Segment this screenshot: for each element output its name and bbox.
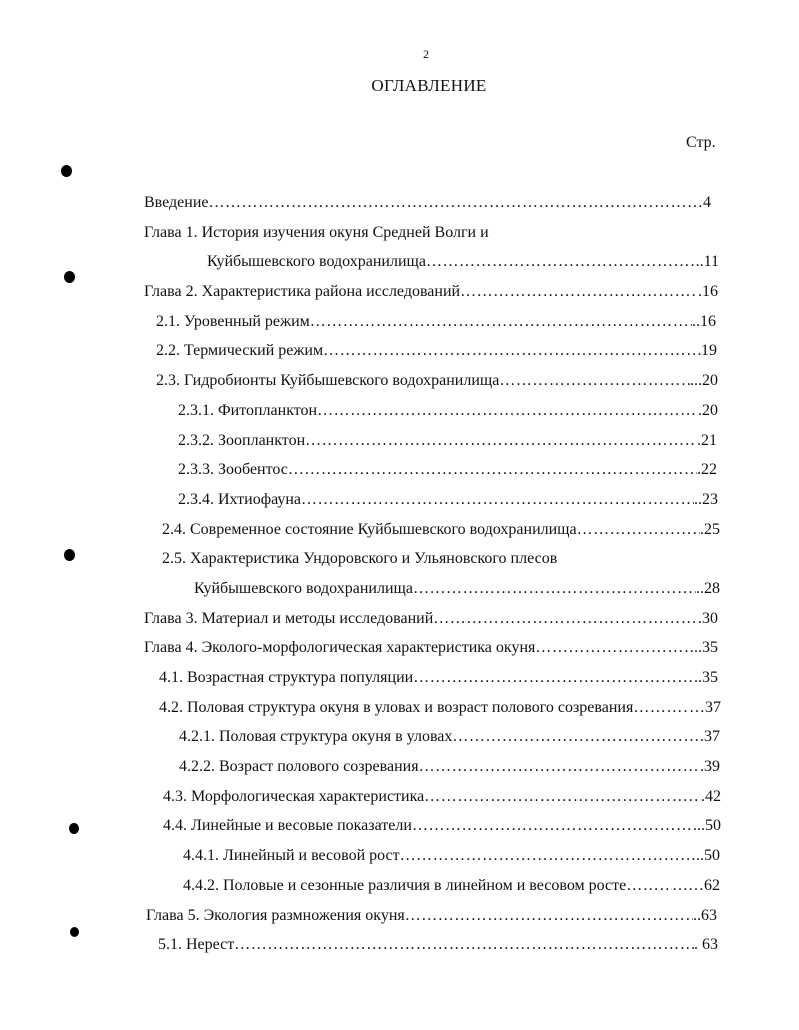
toc-entry-text: Глава 1. История изучения окуня Средней Волги и [144, 223, 489, 241]
toc-leader [419, 752, 700, 782]
toc-entry-text: 4.2.2. Возраст полового созревания [179, 758, 419, 776]
toc-leader [400, 841, 696, 871]
toc-entry-page: ..35 [694, 669, 718, 686]
toc-entry-page: ..35 [694, 639, 718, 657]
toc-entry [0, 544, 799, 574]
toc-entry [0, 247, 719, 277]
toc-entry [0, 722, 720, 752]
toc-entry-text: Куйбышевского водохранилища [207, 253, 426, 271]
toc-entry-text: Куйбышевского водохранилища [194, 579, 413, 597]
toc-entry-text: 4.2.1. Половая структура окуня в уловах [179, 728, 453, 746]
toc-entry-text: 4.2. Половая структура окуня в уловах и возраст полового созревания [159, 698, 634, 716]
toc-entry [0, 663, 718, 693]
toc-entry-text: Глава 3. Материал и методы исследований [144, 609, 434, 627]
toc-entry-text: 4.3. Морфологическая характеристика [163, 787, 425, 805]
toc-entry-page: .22 [697, 461, 717, 479]
toc-entry-text: 5.1. Нерест [158, 936, 235, 954]
toc-leader [633, 693, 689, 723]
toc-entry-page: ……62 [672, 876, 720, 894]
toc-entry-text: 4.4.1. Линейный и весовой рост [183, 847, 400, 865]
toc-leader [412, 811, 693, 841]
toc-entry-text: 2.2. Термический режим [156, 342, 324, 360]
toc-entry [0, 782, 721, 812]
toc-entry [0, 693, 721, 723]
toc-entry [0, 811, 721, 841]
toc-leader [301, 485, 694, 515]
toc-entry [0, 455, 717, 485]
toc-leader [460, 277, 698, 307]
toc-entry-page: ..11 [695, 253, 719, 271]
toc-entry [0, 515, 720, 545]
toc-entry [0, 188, 711, 218]
toc-entry-text: Введение [144, 194, 209, 211]
toc-entry [0, 307, 716, 337]
toc-leader [626, 871, 672, 901]
toc-entry [0, 485, 718, 515]
toc-entry-page: …37 [689, 698, 721, 716]
page-title: ОГЛАВЛЕНИЕ [371, 76, 487, 95]
toc-entry-text: 4.4.2. Половые и сезонные различия в линейном и весовом росте [183, 876, 627, 894]
toc-leader [234, 930, 694, 960]
toc-entry-text: 4.1. Возрастная структура популяции [159, 669, 414, 686]
toc-leader [413, 663, 694, 693]
toc-leader [405, 901, 693, 931]
toc-entry-text: 2.3.4. Ихтиофауна [178, 490, 302, 508]
toc-entry-text: 4.4. Линейные и весовые показатели [163, 817, 412, 835]
toc-entry-page: .21 [697, 431, 717, 449]
toc-leader [535, 633, 694, 663]
toc-leader [452, 722, 700, 752]
toc-entry-text: 2.4. Современное состояние Куйбышевского водохранилища [162, 520, 577, 538]
toc-entry-text: 2.5. Характеристика Ундоровского и Ульяновского плесов [162, 550, 558, 568]
toc-leader [209, 188, 704, 218]
toc-entry-page: .16 [698, 283, 718, 301]
toc-entry-page: 19 [701, 342, 717, 360]
toc-entry-text: 2.3. Гидробионты Куйбышевского водохранилища [156, 372, 500, 390]
toc-leader [499, 366, 690, 396]
toc-entry-page: ..16 [692, 312, 716, 330]
toc-entry-page: .42 [701, 787, 721, 805]
toc-leader [577, 515, 700, 545]
toc-entry-page: .39 [700, 758, 720, 776]
toc-leader [317, 396, 698, 426]
toc-entry [0, 218, 799, 248]
toc-entry [0, 901, 717, 931]
toc-entry-page: 30 [702, 609, 718, 627]
toc-leader [310, 307, 692, 337]
table-of-contents [0, 188, 799, 960]
toc-entry-page: ...20 [690, 372, 718, 390]
punch-hole [61, 165, 72, 177]
toc-entry-text: 2.3.3. Зообентос [178, 461, 288, 479]
toc-entry [0, 336, 717, 366]
toc-leader [413, 574, 696, 604]
toc-entry-page: .25 [700, 520, 720, 538]
toc-entry [0, 396, 718, 426]
toc-leader [433, 604, 702, 634]
toc-entry-text: Глава 2. Характеристика района исследований [144, 283, 461, 301]
toc-entry-page: . 63 [694, 936, 718, 954]
toc-entry-page: ..63 [693, 906, 717, 924]
toc-entry-text: Глава 4. Эколого-морфологическая характеристика окуня [144, 639, 536, 657]
toc-entry [0, 426, 717, 456]
toc-leader [323, 336, 701, 366]
toc-entry [0, 752, 720, 782]
toc-entry [0, 841, 720, 871]
toc-entry-page: ..23 [694, 490, 718, 508]
toc-leader [424, 782, 701, 812]
toc-entry [0, 604, 718, 634]
toc-leader [288, 455, 697, 485]
toc-entry [0, 366, 718, 396]
toc-leader [426, 247, 696, 277]
toc-entry-text: 2.3.1. Фитопланктон [178, 401, 318, 419]
toc-entry-text: 2.1. Уровенный режим [156, 312, 310, 330]
toc-entry-text: 2.3.2. Зоопланктон [178, 431, 306, 449]
toc-entry-page: .20 [698, 401, 718, 419]
toc-entry-page: ...50 [693, 817, 721, 835]
toc-entry [0, 930, 718, 960]
toc-entry [0, 633, 718, 663]
toc-entry-page: 4 [703, 194, 711, 211]
toc-entry-page: .37 [700, 728, 720, 746]
toc-entry [0, 277, 718, 307]
toc-entry [0, 871, 720, 901]
toc-entry-page: ..50 [696, 847, 720, 865]
toc-entry [0, 574, 720, 604]
toc-entry-page: ..28 [696, 579, 720, 597]
page-column-label: Стр. [686, 134, 716, 151]
toc-entry-text: Глава 5. Экология размножения окуня [146, 906, 405, 924]
page-number: 2 [423, 47, 429, 61]
toc-leader [305, 426, 697, 456]
